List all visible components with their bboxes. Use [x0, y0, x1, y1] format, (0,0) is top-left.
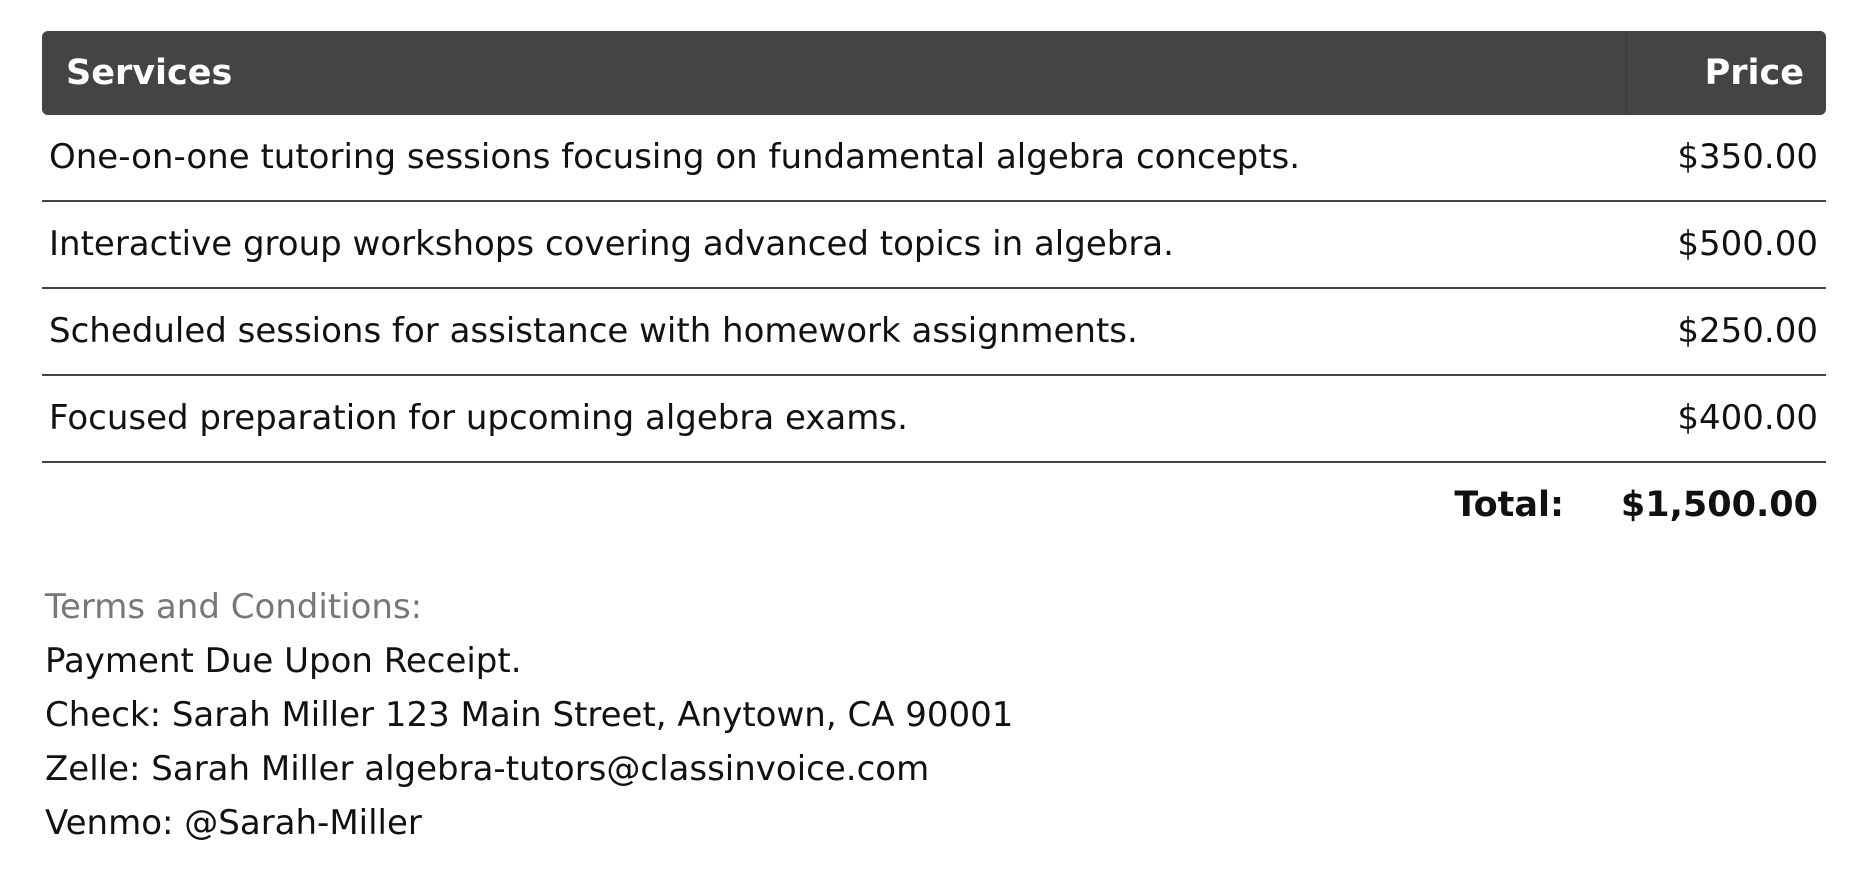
table-row: [42, 115, 1826, 202]
terms-section: [45, 580, 1245, 850]
check-payment-info: Check: Sarah Miller 123 Main Street, Anytown, CA 90001: [45, 695, 1014, 735]
service-description: Focused preparation for upcoming algebra exams.: [49, 398, 908, 438]
service-price: $250.00: [1677, 311, 1818, 351]
header-column-divider: [1626, 31, 1627, 115]
service-description: Interactive group workshops covering advanced topics in algebra.: [49, 224, 1174, 264]
table-row: [42, 376, 1826, 463]
total-label: Total:: [1454, 485, 1564, 525]
zelle-payment-info: Zelle: Sarah Miller algebra-tutors@classinvoice.com: [45, 749, 930, 789]
service-price: $350.00: [1677, 137, 1818, 177]
terms-title: Terms and Conditions:: [45, 587, 423, 627]
total-amount: $1,500.00: [1620, 485, 1818, 525]
payment-due-note: Payment Due Upon Receipt.: [45, 641, 522, 681]
service-price: $400.00: [1677, 398, 1818, 438]
services-column-header: Services: [66, 53, 233, 93]
service-description: Scheduled sessions for assistance with homework assignments.: [49, 311, 1138, 351]
table-row: [42, 289, 1826, 376]
table-row: [42, 202, 1826, 289]
table-header: [42, 31, 1826, 115]
service-description: One-on-one tutoring sessions focusing on fundamental algebra concepts.: [49, 137, 1301, 177]
service-price: $500.00: [1677, 224, 1818, 264]
venmo-payment-info: Venmo: @Sarah-Miller: [45, 803, 422, 843]
price-column-header: Price: [1704, 53, 1804, 93]
services-table: [42, 31, 1826, 547]
total-row: [42, 463, 1826, 547]
